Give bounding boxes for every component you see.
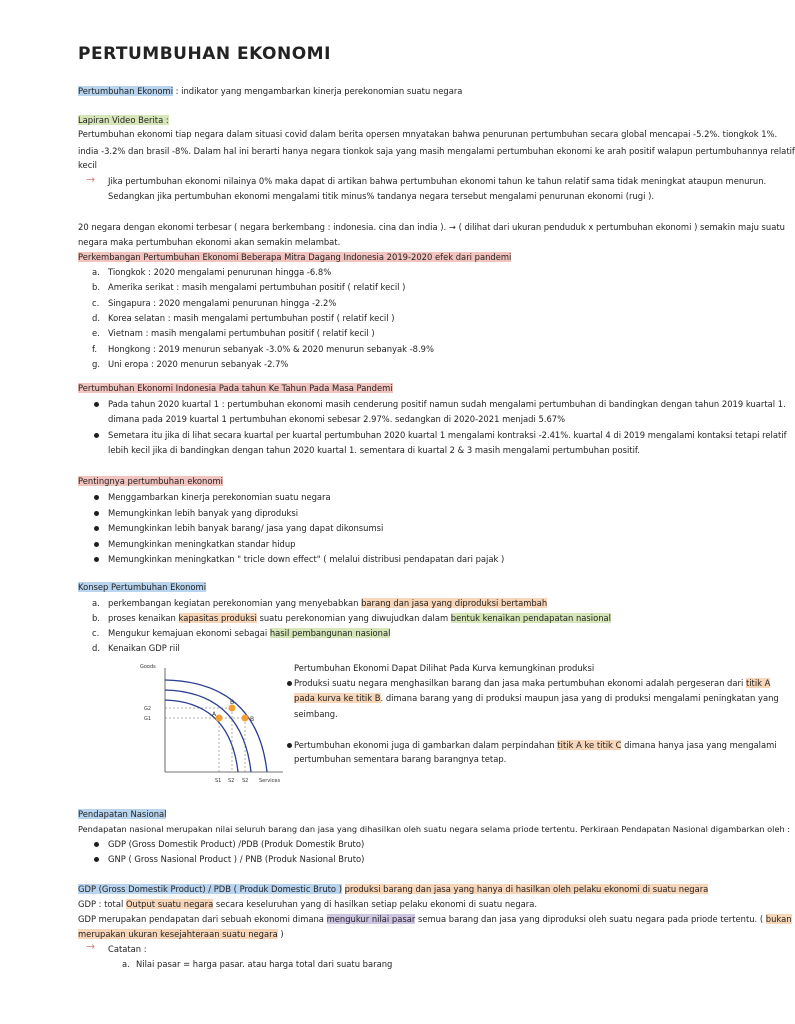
list-item: Hongkong : 2019 menurun sebanyak -3.0% & 2020 menurun sebanyak -8.9% bbox=[108, 343, 434, 354]
kurva-b1-l3: seimbang. bbox=[294, 709, 338, 719]
label-b: B bbox=[230, 699, 235, 706]
list-item: Vietnam : masih mengalami pertumbuhan positif ( relatif kecil ) bbox=[108, 328, 375, 339]
x-axis-label: Services bbox=[259, 778, 281, 784]
y-tick-g2: G2 bbox=[144, 706, 152, 712]
list-item: Memungkinkan lebih banyak barang/ jasa yang dapat dikonsumsi bbox=[108, 523, 384, 533]
list-item: Amerika serikat : masih mengalami pertumbuhan positif ( relatif kecil ) bbox=[108, 282, 406, 293]
x-tick-s2a: S2 bbox=[228, 778, 235, 784]
gdp-catatan-marker: a. bbox=[122, 959, 130, 969]
list-item: Memungkinkan lebih banyak yang diproduksi bbox=[108, 507, 299, 518]
list-item: Memungkinkan meningkatkan standar hidup bbox=[108, 538, 296, 549]
kurva-b2-l1: Pertumbuhan ekonomi juga di gambarkan dalam perpindahan titik A ke titik C dimana hanya jasa yang mengalami bbox=[294, 740, 777, 750]
list-marker: c. bbox=[92, 297, 100, 308]
bullet-icon bbox=[94, 526, 99, 531]
konsep-marker-a: a. bbox=[92, 598, 100, 608]
kurva-b1-l1: Produksi suatu negara menghasilkan barang dan jasa maka pertumbuhan ekonomi adalah pergeseran dari titik A bbox=[294, 678, 771, 688]
g20-p1: 20 negara dengan ekonomi terbesar ( negara berkembang : indonesia. cina dan india ). → ( dilihat dari ukuran penduduk x pertumbuhan ekonomi ) semakin maju suatu bbox=[78, 222, 785, 232]
definition-term: Pertumbuhan Ekonomi bbox=[78, 86, 174, 96]
gdp-l3: GDP merupakan pendapatan dari sebuah ekonomi dimana mengukur nilai pasar semua barang dan jasa yang diproduksi oleh suatu negara pada priode tertentu. ( bukan bbox=[78, 914, 792, 924]
konsep-c: Mengukur kemajuan ekonomi sebagai hasil pembangunan nasional bbox=[108, 628, 391, 638]
video-p3: kecil bbox=[78, 160, 97, 170]
indonesia-b1b: dimana pada 2019 kuartal 1 pertumbuhan ekonomi sebesar 2.97%. sedangkan di 2020-2021 menjadi 5.67% bbox=[108, 414, 566, 424]
list-item: Memungkinkan meningkatkan " tricle down effect" ( melalui distribusi pendapatan dari pajak ) bbox=[108, 554, 505, 564]
label-a: A bbox=[212, 711, 217, 718]
x-tick-s1: S1 bbox=[215, 778, 222, 784]
x-tick-s2b: S2 bbox=[242, 778, 249, 784]
list-marker: d. bbox=[92, 312, 100, 323]
ppf-curve-3 bbox=[165, 680, 267, 772]
definition-line bbox=[78, 85, 462, 97]
bullet-icon bbox=[287, 681, 292, 686]
list-item: Singapura : 2020 mengalami penurunan hingga -2.2% bbox=[108, 297, 337, 308]
bullet-icon bbox=[94, 511, 99, 516]
gdp-l2: GDP : total Output suatu negara secara keseluruhan yang di hasilkan setiap pelaku ekonomi di suatu negara. bbox=[78, 899, 538, 909]
ppf-curve-2 bbox=[165, 690, 251, 772]
list-marker: g. bbox=[92, 358, 100, 369]
label-c: B bbox=[250, 716, 255, 723]
bullet-icon bbox=[94, 495, 99, 500]
mitra-heading: Perkembangan Pertumbuhan Ekonomi Beberapa Mitra Dagang Indonesia 2019-2020 efek dari pandemi bbox=[78, 252, 512, 262]
bullet-icon bbox=[287, 743, 292, 748]
list-item: Korea selatan : masih mengalami pertumbuhan postif ( relatif kecil ) bbox=[108, 312, 395, 323]
list-marker: e. bbox=[92, 328, 100, 339]
list-marker: b. bbox=[92, 282, 100, 293]
list-marker: f. bbox=[92, 343, 98, 354]
y-tick-g1: G1 bbox=[144, 716, 152, 722]
penting-heading: Pentingnya pertumbuhan ekonomi bbox=[78, 476, 223, 486]
konsep-d: Kenaikan GDP riil bbox=[108, 643, 180, 653]
kurva-b1-l2: pada kurva ke titik B. dimana barang yang di produksi maupun jasa yang di produksi mengalami peningkatan yang bbox=[294, 693, 779, 703]
konsep-b: proses kenaikan kapasitas produksi suatu perekonomian yang diwujudkan dalam bentuk kenaikan pendapatan nasional bbox=[108, 613, 612, 623]
ppf-chart bbox=[135, 660, 285, 788]
pendapatan-p1: Pendapatan nasional merupakan nilai seluruh barang dan jasa yang dihasilkan oleh suatu negara selama priode tertentu. Perkiraan Pendapatan Nasional digambarkan oleh : bbox=[78, 824, 791, 834]
bullet-icon bbox=[94, 557, 99, 562]
definition-text: : indikator yang mengambarkan kinerja perekonomian suatu negara bbox=[173, 86, 463, 96]
konsep-marker-d: d. bbox=[92, 643, 100, 653]
gdp-catatan-a: Nilai pasar = harga pasar. atau harga total dari suatu barang bbox=[136, 959, 393, 969]
gdp-catatan: Catatan : bbox=[108, 944, 147, 954]
indonesia-b2b: lebih kecil jika di bandingkan dengan tahun 2020 kuartal 1. sementara di kuartal 2 & 3 masih mengalami pertumbuhan positif. bbox=[108, 445, 640, 455]
ppf-curve-1 bbox=[165, 700, 238, 772]
list-item: Menggambarkan kinerja perekonomian suatu negara bbox=[108, 492, 331, 502]
kurva-title: Pertumbuhan Ekonomi Dapat Dilihat Pada Kurva kemungkinan produksi bbox=[294, 663, 595, 673]
g20-p2: negara maka pertumbuhan ekonomi akan semakin melambat. bbox=[78, 237, 341, 247]
video-note1: Jika pertumbuhan ekonomi nilainya 0% maka dapat di artikan bahwa pertumbuhan ekonomi tahun ke tahun relatif sama tidak meningkat ataupun menurun. bbox=[108, 176, 767, 186]
point-c bbox=[242, 715, 249, 722]
video-note2: Sedangkan jika pertumbuhan ekonomi mengalami titik minus% tandanya negara tersebut mengalami penurunan ekonomi (rugi ). bbox=[108, 191, 655, 201]
gdp-l4: merupakan ukuran kesejahteraan suatu negara ) bbox=[78, 929, 284, 939]
y-axis-label: Goods bbox=[140, 664, 156, 670]
pendapatan-heading: Pendapatan Nasional bbox=[78, 809, 167, 819]
konsep-heading: Konsep Pertumbuhan Ekonomi bbox=[78, 582, 207, 592]
list-item: Tiongkok : 2020 mengalami penurunan hingga -6.8% bbox=[108, 267, 332, 277]
arrow-icon: → bbox=[86, 173, 96, 186]
indonesia-b2a: Semetara itu jika di lihat secara kuartal per kuartal pertumbuhan 2020 kuartal 1 mengalami kontraksi -2.41%. kuartal 4 di 2019 mengalami kontaksi tetapi relatif bbox=[108, 430, 787, 440]
arrow-icon: → bbox=[86, 940, 96, 953]
indonesia-heading: Pertumbuhan Ekonomi Indonesia Pada tahun Ke Tahun Pada Masa Pandemi bbox=[78, 383, 393, 393]
page-title: PERTUMBUHAN EKONOMI bbox=[78, 44, 331, 64]
bullet-icon bbox=[94, 857, 99, 862]
list-item: Uni eropa : 2020 menurun sebanyak -2.7% bbox=[108, 358, 289, 369]
list-item: GNP ( Gross Nasional Product ) / PNB (Produk Nasional Bruto) bbox=[108, 854, 365, 864]
bullet-icon bbox=[94, 433, 99, 438]
bullet-icon bbox=[94, 542, 99, 547]
kurva-b2-l2: pertumbuhan sementara barang barangnya tetap. bbox=[294, 754, 507, 764]
konsep-a: perkembangan kegiatan perekonomian yang menyebabkan barang dan jasa yang diproduksi bertambah bbox=[108, 598, 548, 608]
video-p2: india -3.2% dan brasil -8%. Dalam hal ini berarti hanya negara tionkok saja yang masih mengalami pertumbuhan ekonomi ke arah positif walapun pertumbuhannya relatif bbox=[78, 146, 795, 156]
gdp-heading: GDP (Gross Domestik Product) / PDB ( Produk Domestic Bruto ) produksi barang dan jasa yang hanya di hasilkan oleh pelaku ekonomi di suatu negara bbox=[78, 884, 709, 894]
video-heading: Lapiran Video Berita : bbox=[78, 115, 169, 125]
konsep-marker-c: c. bbox=[92, 628, 100, 638]
bullet-icon bbox=[94, 402, 99, 407]
list-item: GDP (Gross Domestik Product) /PDB (Produk Domestik Bruto) bbox=[108, 839, 365, 849]
point-a bbox=[216, 715, 223, 722]
bullet-icon bbox=[94, 842, 99, 847]
konsep-marker-b: b. bbox=[92, 613, 100, 623]
video-p1: Pertumbuhan ekonomi tiap negara dalam situasi covid dalam berita opersen mnyatakan bahwa penurunan pertumbuhan secara global mencapai -5.2%. tiongkok 1%. bbox=[78, 129, 778, 139]
indonesia-b1a: Pada tahun 2020 kuartal 1 : pertumbuhan ekonomi masih cenderung positif namun sudah mengalami pertumbuhan di bandingkan dengan tahun 2019 kuartal 1. bbox=[108, 399, 786, 409]
list-marker: a. bbox=[92, 267, 100, 277]
